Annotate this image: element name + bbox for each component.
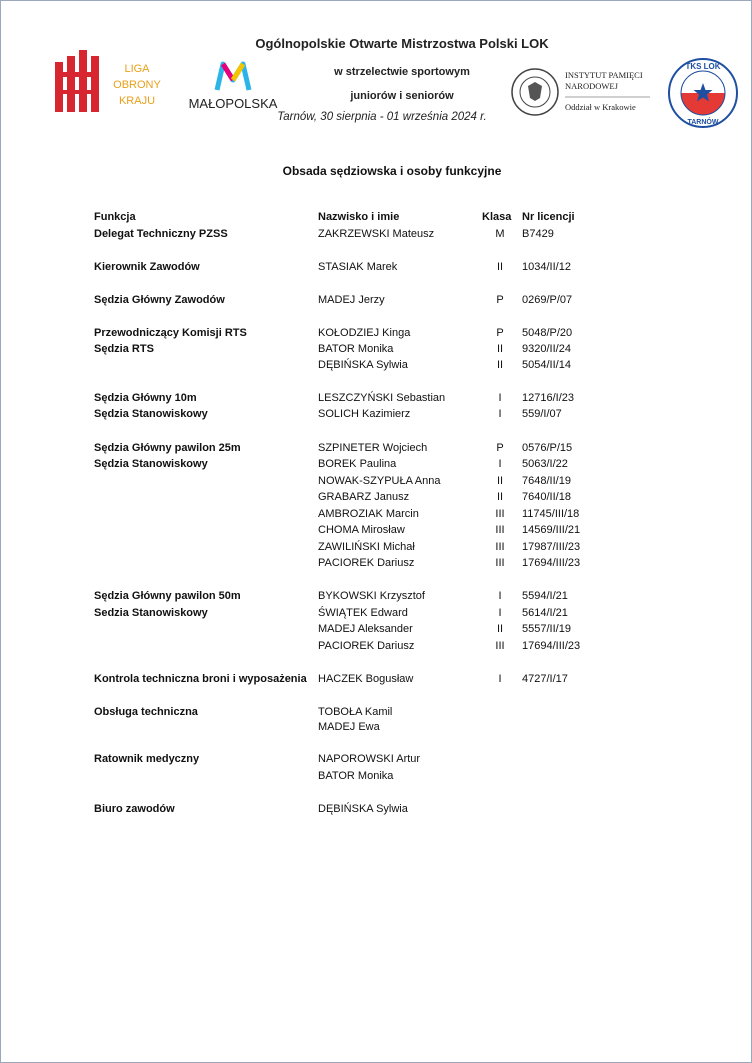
cell-name: BATOR Monika: [318, 343, 394, 355]
cell-name: ZAKRZEWSKI Mateusz: [318, 228, 435, 240]
table-row: [0, 607, 752, 623]
cell-class: I: [498, 607, 502, 619]
cell-function: Sędzia Stanowiskowy: [94, 408, 208, 420]
svg-text:MAŁOPOLSKA: MAŁOPOLSKA: [188, 96, 278, 111]
cell-license: B7429: [522, 228, 554, 240]
event-title: Ogólnopolskie Otwarte Mistrzostwa Polski LOK: [255, 36, 549, 51]
cell-license: 5614/I/21: [522, 607, 568, 619]
table-row: [0, 623, 752, 639]
event-place-date: Tarnów, 30 sierpnia - 01 września 2024 r.: [277, 111, 487, 123]
cell-license: 5594/I/21: [522, 590, 568, 602]
cell-class: I: [498, 673, 502, 685]
cell-class: I: [498, 392, 502, 404]
column-header-license: Nr licencji: [522, 211, 575, 223]
column-header-class: Klasa: [482, 211, 512, 223]
cell-name: AMBROZIAK Marcin: [318, 508, 419, 520]
cell-name: BOREK Paulina: [318, 458, 397, 470]
cell-class: III: [495, 557, 505, 569]
tks-lok-logo: [667, 57, 739, 129]
cell-name: KOŁODZIEJ Kinga: [318, 327, 411, 339]
table-row: [0, 228, 752, 244]
svg-text:TKS LOK: TKS LOK: [685, 62, 721, 71]
cell-class: III: [495, 640, 505, 652]
cell-function: Obsługa techniczna: [94, 706, 198, 718]
cell-function: Przewodniczący Komisji RTS: [94, 327, 247, 339]
cell-class: I: [498, 590, 502, 602]
cell-class: P: [496, 327, 504, 339]
cell-license: 5048/P/20: [522, 327, 573, 339]
cell-class: II: [496, 491, 504, 503]
cell-name: MADEJ Ewa: [318, 721, 380, 733]
cell-license: 9320/II/24: [522, 343, 571, 355]
cell-class: III: [495, 524, 505, 536]
column-header-name: Nazwisko i imie: [318, 211, 400, 223]
cell-name: LESZCZYŃSKI Sebastian: [318, 392, 446, 404]
svg-text:LIGA: LIGA: [124, 63, 150, 75]
cell-name: MADEJ Aleksander: [318, 623, 413, 635]
table-row: [0, 706, 752, 722]
table-row: [0, 640, 752, 656]
table-row: [0, 458, 752, 474]
svg-text:KRAJU: KRAJU: [118, 95, 156, 107]
cell-name: NAPOROWSKI Artur: [318, 753, 421, 765]
svg-text:INSTYTUT PAMIĘCI: INSTYTUT PAMIĘCI: [565, 70, 643, 80]
table-row: [0, 524, 752, 540]
cell-license: 7648/II/19: [522, 475, 571, 487]
table-row: [0, 541, 752, 557]
cell-name: SOLICH Kazimierz: [318, 408, 411, 420]
lok-logo: [55, 50, 165, 116]
cell-class: III: [495, 541, 505, 553]
event-subtitle-category: juniorów i seniorów: [350, 90, 454, 102]
cell-license: 4727/I/17: [522, 673, 568, 685]
cell-function: Sedzia Stanowiskowy: [94, 607, 208, 619]
cell-function: Sędzia Główny 10m: [94, 392, 197, 404]
cell-name: DĘBIŃSKA Sylwia: [318, 359, 408, 371]
cell-name: GRABARZ Janusz: [318, 491, 410, 503]
cell-name: PACIOREK Dariusz: [318, 640, 415, 652]
cell-license: 17987/III/23: [522, 541, 581, 553]
svg-text:TARNÓW: TARNÓW: [687, 119, 719, 126]
table-row: [0, 590, 752, 606]
cell-class: M: [495, 228, 505, 240]
table-row: [0, 770, 752, 786]
cell-license: 5054/II/14: [522, 359, 571, 371]
cell-function: Delegat Techniczny PZSS: [94, 228, 228, 240]
svg-text:NARODOWEJ: NARODOWEJ: [565, 81, 618, 91]
cell-function: Kierownik Zawodów: [94, 261, 200, 273]
table-row: [0, 803, 752, 819]
cell-class: P: [496, 294, 504, 306]
cell-license: 1034/II/12: [522, 261, 571, 273]
cell-license: 17694/III/23: [522, 640, 581, 652]
cell-name: STASIAK Marek: [318, 261, 398, 273]
cell-function: Ratownik medyczny: [94, 753, 200, 765]
cell-license: 12716/I/23: [522, 392, 574, 404]
svg-text:Oddział w Krakowie: Oddział w Krakowie: [565, 102, 636, 112]
cell-class: I: [498, 408, 502, 420]
cell-class: II: [496, 359, 504, 371]
cell-name: TOBOŁA Kamil: [318, 706, 393, 718]
column-header-function: Funkcja: [94, 211, 136, 223]
table-row: [0, 359, 752, 375]
table-row: [0, 475, 752, 491]
cell-class: II: [496, 475, 504, 487]
cell-function: Sędzia RTS: [94, 343, 154, 355]
cell-license: 5557/II/19: [522, 623, 571, 635]
table-row: [0, 508, 752, 524]
cell-name: DĘBIŃSKA Sylwia: [318, 803, 408, 815]
cell-function: Sędzia Stanowiskowy: [94, 458, 208, 470]
cell-license: 0269/P/07: [522, 294, 573, 306]
cell-class: P: [496, 442, 504, 454]
cell-license: 14569/III/21: [522, 524, 581, 536]
table-row: [0, 408, 752, 424]
cell-function: Kontrola techniczna broni i wyposażenia: [94, 673, 307, 685]
document-title: Obsada sędziowska i osoby funkcyjne: [282, 164, 502, 178]
cell-name: CHOMA Mirosław: [318, 524, 405, 536]
cell-name: ZAWILIŃSKI Michał: [318, 541, 415, 553]
cell-name: SZPINETER Wojciech: [318, 442, 428, 454]
cell-name: MADEJ Jerzy: [318, 294, 385, 306]
cell-name: BATOR Monika: [318, 770, 394, 782]
cell-license: 0576/P/15: [522, 442, 573, 454]
cell-class: III: [495, 508, 505, 520]
cell-name: NOWAK-SZYPUŁA Anna: [318, 475, 441, 487]
table-row: [0, 392, 752, 408]
cell-license: 7640/II/18: [522, 491, 571, 503]
cell-name: BYKOWSKI Krzysztof: [318, 590, 425, 602]
table-row: [0, 557, 752, 573]
event-subtitle-discipline: w strzelectwie sportowym: [334, 66, 470, 78]
cell-function: Sędzia Główny pawilon 50m: [94, 590, 241, 602]
table-row: [0, 721, 752, 737]
cell-name: HACZEK Bogusław: [318, 673, 414, 685]
table-row: [0, 261, 752, 277]
cell-class: I: [498, 458, 502, 470]
cell-name: PACIOREK Dariusz: [318, 557, 415, 569]
cell-function: Sędzia Główny pawilon 25m: [94, 442, 241, 454]
table-row: [0, 491, 752, 507]
table-row: [0, 294, 752, 310]
table-row: [0, 442, 752, 458]
cell-license: 17694/III/23: [522, 557, 581, 569]
table-row: [0, 327, 752, 343]
cell-license: 559/I/07: [522, 408, 562, 420]
malopolska-logo: [183, 60, 283, 112]
table-row: [0, 343, 752, 359]
cell-class: II: [496, 343, 504, 355]
cell-function: Biuro zawodów: [94, 803, 175, 815]
cell-name: ŚWIĄTEK Edward: [318, 607, 408, 619]
cell-class: II: [496, 623, 504, 635]
svg-text:OBRONY: OBRONY: [113, 79, 161, 91]
table-row: [0, 673, 752, 689]
cell-license: 11745/III/18: [522, 508, 580, 520]
cell-class: II: [496, 261, 504, 273]
cell-license: 5063/I/22: [522, 458, 568, 470]
table-row: [0, 753, 752, 769]
cell-function: Sędzia Główny Zawodów: [94, 294, 225, 306]
